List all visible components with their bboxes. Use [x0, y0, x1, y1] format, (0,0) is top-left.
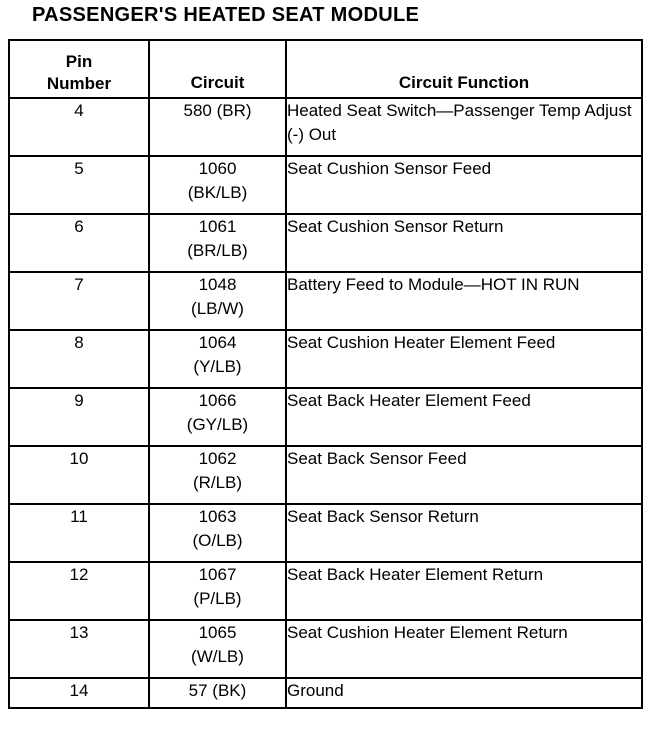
circuit-color: (W/LB) — [191, 647, 244, 666]
pin-cell: 10 — [9, 446, 149, 504]
header-pin-label-line1: Pin — [65, 52, 93, 71]
header-pin-label-line2: Number — [46, 74, 112, 93]
page-title: PASSENGER'S HEATED SEAT MODULE — [32, 4, 420, 26]
function-cell: Seat Back Sensor Return — [286, 504, 642, 562]
circuit-color: (BR/LB) — [187, 241, 248, 260]
circuit-number: 1066 — [198, 391, 237, 410]
circuit-number: 1063 — [198, 507, 237, 526]
circuit-color: (P/LB) — [193, 589, 242, 608]
pin-cell: 12 — [9, 562, 149, 620]
circuit-number: 1065 — [198, 623, 237, 642]
pin-cell: 5 — [9, 156, 149, 214]
table-row — [9, 214, 642, 272]
circuit-color: (BK/LB) — [187, 183, 248, 202]
function-cell: Seat Cushion Sensor Return — [286, 214, 642, 272]
function-cell: Battery Feed to Module—HOT IN RUN — [286, 272, 642, 330]
table-row — [9, 98, 642, 156]
table-row — [9, 620, 642, 678]
pin-cell: 9 — [9, 388, 149, 446]
table-body — [9, 98, 642, 708]
circuit-number: 1067 — [198, 565, 237, 584]
circuit-cell — [149, 678, 286, 708]
circuit-cell — [149, 504, 286, 562]
circuit-color: (O/LB) — [192, 531, 243, 550]
function-cell: Seat Cushion Sensor Feed — [286, 156, 642, 214]
pin-cell: 8 — [9, 330, 149, 388]
circuit-cell — [149, 214, 286, 272]
table-row — [9, 504, 642, 562]
pin-table — [8, 39, 643, 709]
function-cell: Seat Back Sensor Feed — [286, 446, 642, 504]
table-row — [9, 330, 642, 388]
circuit-cell — [149, 330, 286, 388]
function-cell: Seat Cushion Heater Element Feed — [286, 330, 642, 388]
circuit-number: 1061 — [198, 217, 237, 236]
table-row — [9, 272, 642, 330]
circuit-number: 1062 — [198, 449, 237, 468]
pin-cell: 11 — [9, 504, 149, 562]
pin-cell: 6 — [9, 214, 149, 272]
header-pin-number — [9, 40, 149, 98]
header-circuit-function: Circuit Function — [286, 40, 642, 98]
function-cell: Ground — [286, 678, 642, 708]
circuit-cell — [149, 388, 286, 446]
circuit-color: (GY/LB) — [186, 415, 249, 434]
function-cell: Seat Cushion Heater Element Return — [286, 620, 642, 678]
table-row — [9, 446, 642, 504]
table-row — [9, 678, 642, 708]
pin-cell: 7 — [9, 272, 149, 330]
circuit-color: (LB/W) — [191, 299, 244, 318]
header-row — [9, 40, 642, 98]
function-cell: Seat Back Heater Element Return — [286, 562, 642, 620]
circuit-number: 57 (BK) — [188, 681, 247, 700]
table-row — [9, 388, 642, 446]
circuit-number: 580 (BR) — [183, 101, 252, 120]
pin-cell: 14 — [9, 678, 149, 708]
circuit-cell — [149, 156, 286, 214]
circuit-cell — [149, 562, 286, 620]
circuit-cell — [149, 446, 286, 504]
circuit-number: 1064 — [198, 333, 237, 352]
table-row — [9, 562, 642, 620]
circuit-cell — [149, 272, 286, 330]
circuit-cell — [149, 98, 286, 156]
table-row — [9, 156, 642, 214]
function-cell: Seat Back Heater Element Feed — [286, 388, 642, 446]
pin-cell: 13 — [9, 620, 149, 678]
circuit-color: (R/LB) — [192, 473, 243, 492]
header-circuit: Circuit — [149, 40, 286, 98]
pin-cell: 4 — [9, 98, 149, 156]
circuit-color: (Y/LB) — [193, 357, 242, 376]
circuit-cell — [149, 620, 286, 678]
function-cell: Heated Seat Switch—Passenger Temp Adjust (-) Out — [286, 98, 642, 156]
circuit-number: 1048 — [198, 275, 237, 294]
circuit-number: 1060 — [198, 159, 237, 178]
